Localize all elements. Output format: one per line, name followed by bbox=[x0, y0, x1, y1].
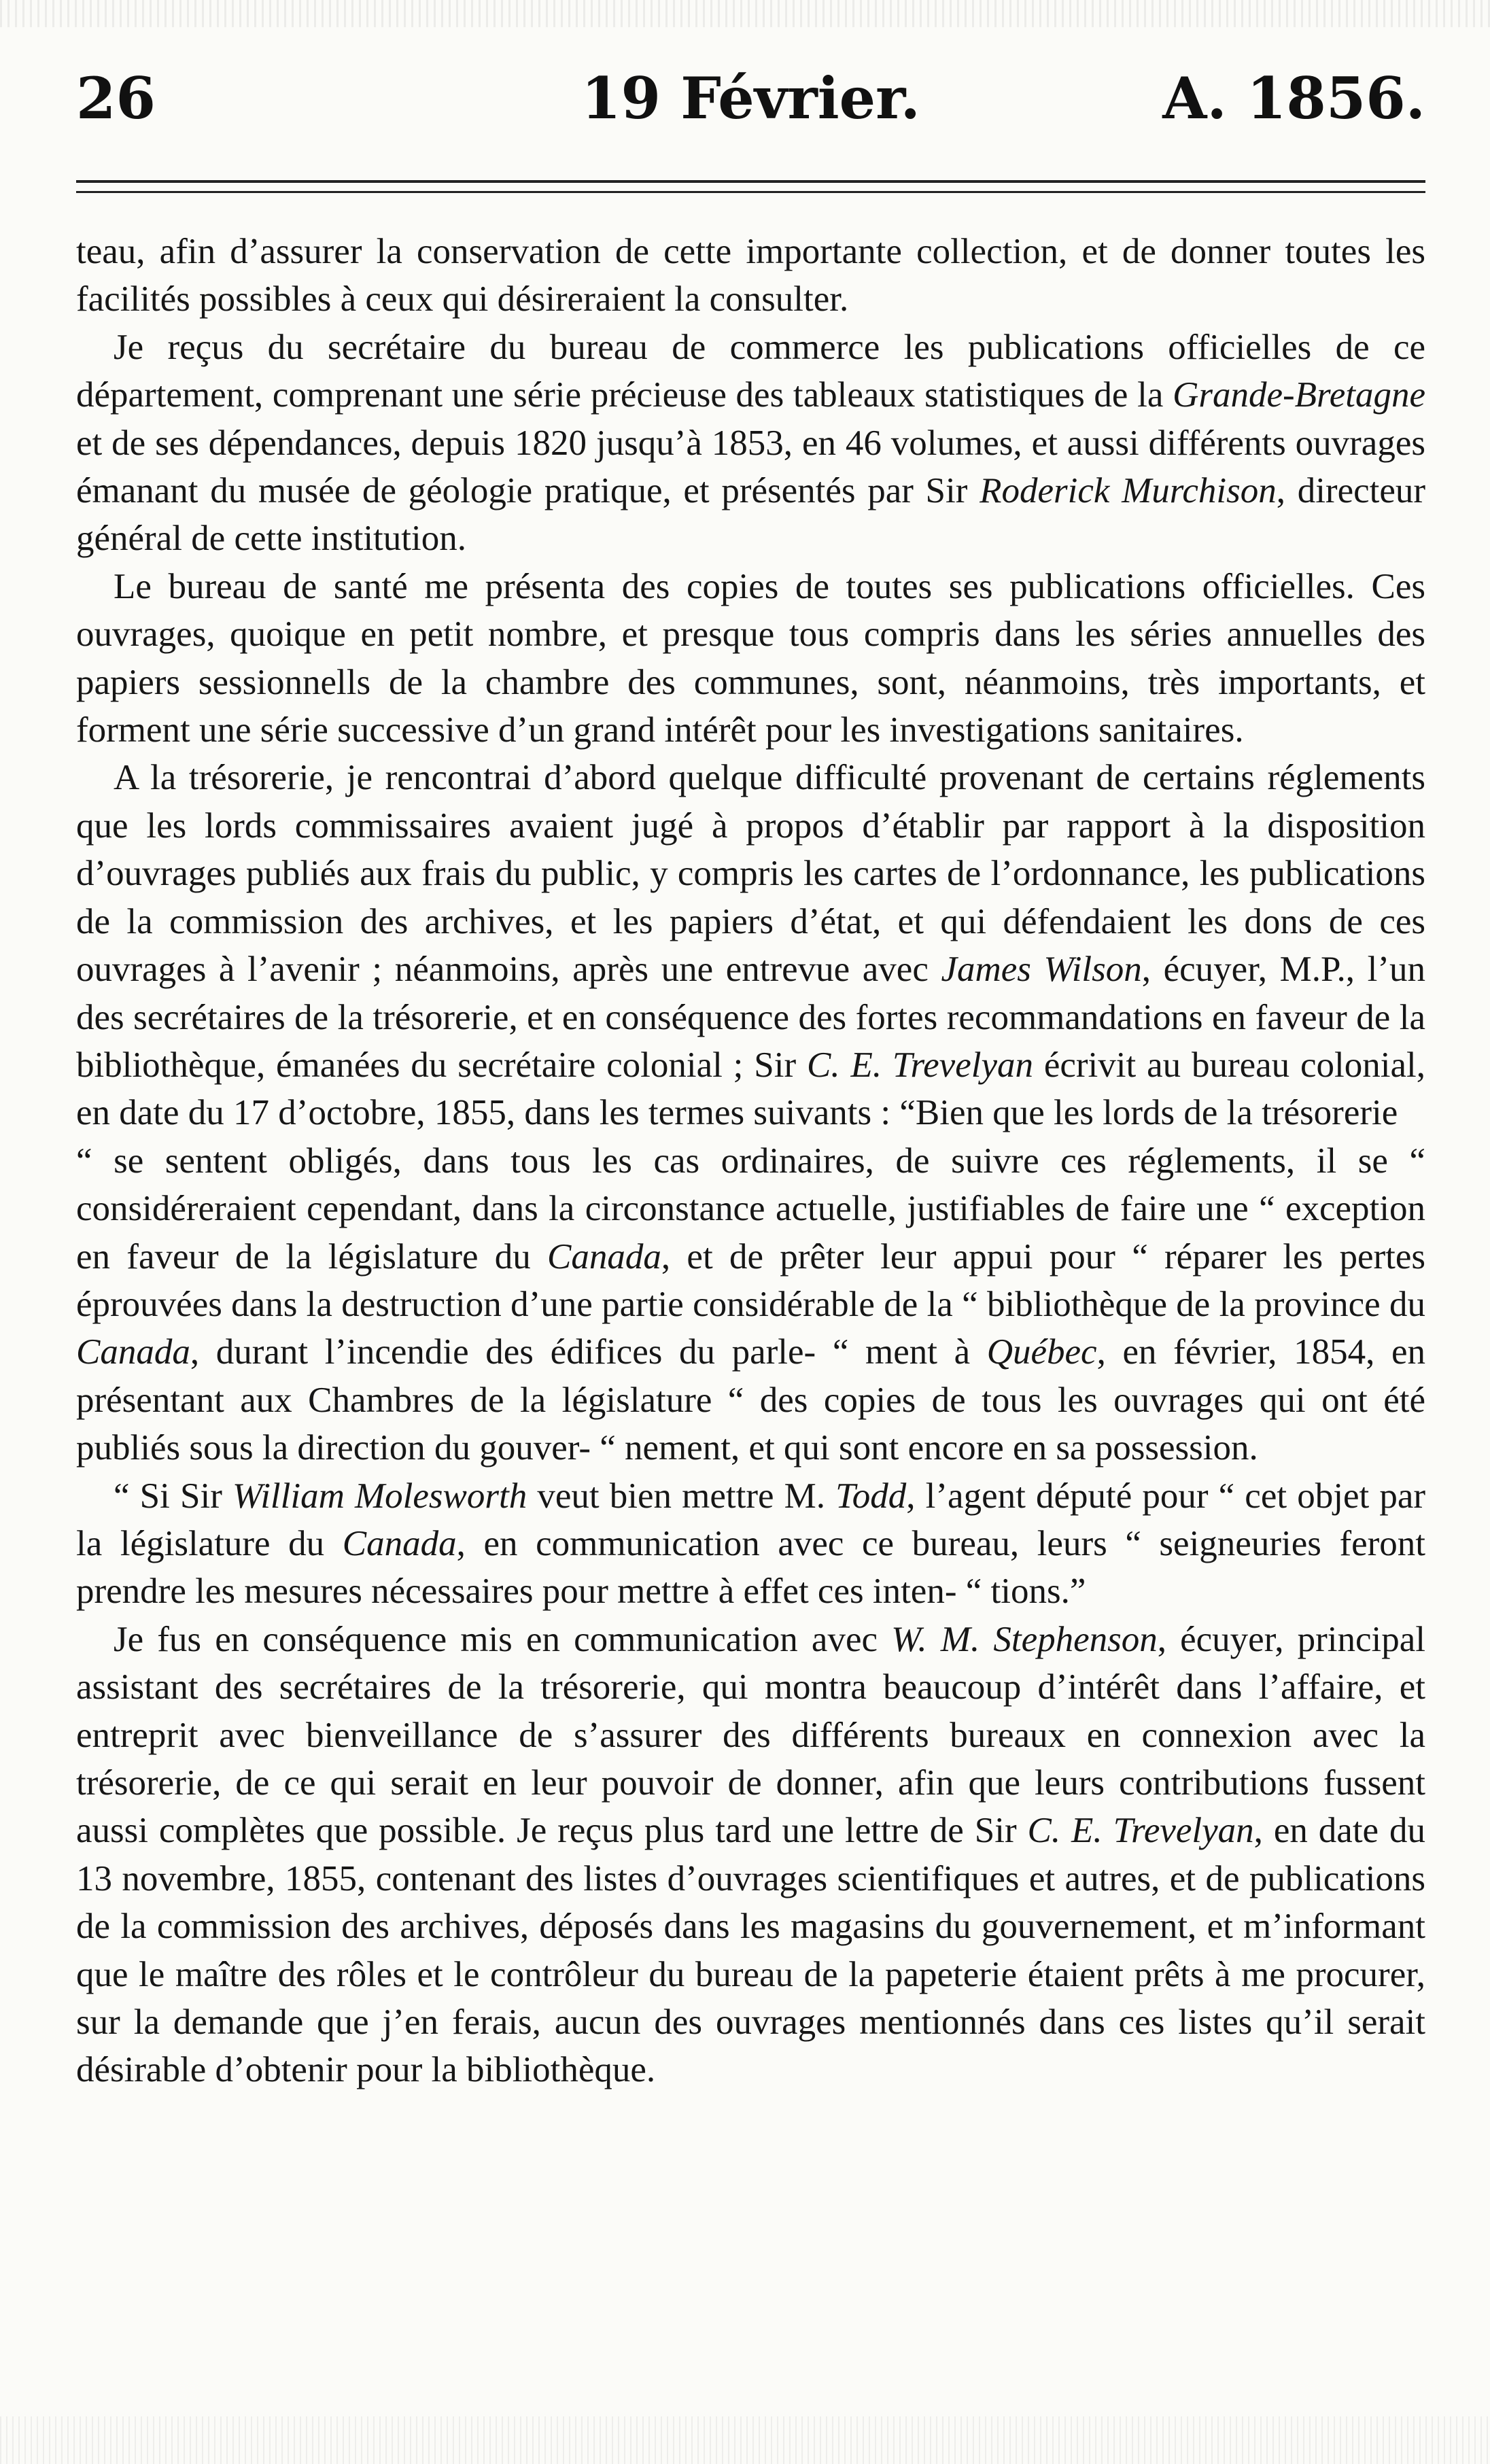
italic-name: Grande-Bretagne bbox=[1173, 375, 1425, 415]
italic-name: Roderick Murchison bbox=[980, 471, 1277, 511]
italic-name: James Wilson bbox=[941, 950, 1142, 990]
header-rule-thin bbox=[76, 191, 1425, 193]
body-text bbox=[76, 228, 1425, 2094]
italic-name: William Molesworth bbox=[232, 1476, 527, 1516]
italic-name: Canada bbox=[76, 1332, 190, 1372]
scan-noise-bottom bbox=[0, 2416, 1490, 2464]
page-number: 26 bbox=[76, 65, 156, 132]
paragraph-treasury: A la trésorerie, je rencontrai d’abord quelque difficulté provenant de certains réglements que les lords commissaires avaient jugé à propos d’établir par rapport à la disposition d’ouvrages publiés aux frais du public, y compris les cartes de l’ordonnance, les publications de la commission des archives, et les papiers d’état, et qui défendaient les dons de ces ouvrages à l’avenir ; néanmoins, après une entrevue avec James Wilson, écuyer, M.P., l’un des secrétaires de la trésorerie, et en conséquence des fortes recommandations en faveur de la bibliothèque, émanées du secrétaire colonial ; Sir C. E. Trevelyan écrivit au bureau colonial, en date du 17 d’octobre, 1855, dans les termes suivants : “Bien que les lords de la trésorerie bbox=[76, 758, 1426, 1133]
italic-name: W. M. Stephenson bbox=[891, 1619, 1158, 1659]
paragraph-board-of-health: Le bureau de santé me présenta des copies de toutes ses publications officielles. Ces ouvrages, quoique en petit nombre, et presque tous compris dans les séries annuelles des papiers sessionnells de la chambre des communes, sont, néanmoins, très importants, et forment une série successive d’un grand intérêt pour les investigations sanitaires. bbox=[76, 566, 1425, 750]
page-header bbox=[76, 65, 1425, 139]
paragraph-continuation: teau, afin d’assurer la conservation de cette importante collection, et de donner toutes les facilités possibles à ceux qui désireraient la consulter. bbox=[76, 232, 1425, 319]
italic-name: Québec bbox=[986, 1332, 1097, 1372]
header-rule-thick bbox=[76, 180, 1425, 183]
scan-noise-top bbox=[0, 0, 1490, 27]
header-year: A. 1856. bbox=[1162, 65, 1425, 132]
paragraph-board-of-trade: Je reçus du secrétaire du bureau de commerce les publications officielles de ce département, comprenant une série précieuse des tableaux statistiques de la Grande-Bretagne et de ses dépendances, depuis 1820 jusqu’à 1853, en 46 volumes, et aussi différents ouvrages émanant du musée de géologie pratique, et présentés par Sir Roderick Murchison, directeur général de cette institution. bbox=[76, 327, 1426, 559]
paragraph-quotation-end: “ Si Sir William Molesworth veut bien mettre M. Todd, l’agent député pour “ cet objet par la législature du Canada, en communication avec ce bureau, leurs “ seigneuries feront prendre les mesures nécessaires pour mettre à effet ces inten- “ tions.” bbox=[76, 1476, 1425, 1612]
paragraph-quotation: “ se sentent obligés, dans tous les cas ordinaires, de suivre ces réglements, il se “ considéreraient cependant, dans la circonstance actuelle, justifiables de faire une “ exception en faveur de la législature du Canada, et de prêter leur appui pour “ réparer les pertes éprouvées dans la destruction d’une partie considérable de la “ bibliothèque de la province du Canada, durant l’incendie des édifices du parle- “ ment à Québec, en février, 1854, en présentant aux Chambres de la législature “ des copies de tous les ouvrages qui ont été publiés sous la direction du gouver- “ nement, et qui sont encore en sa possession. bbox=[76, 1141, 1426, 1468]
italic-name: Canada bbox=[342, 1523, 457, 1563]
italic-name: C. E. Trevelyan bbox=[806, 1045, 1033, 1085]
paragraph-stephenson: Je fus en conséquence mis en communication avec W. M. Stephenson, écuyer, principal assistant des secrétaires de la trésorerie, qui montra beaucoup d’intérêt dans l’affaire, et entreprit avec bienveillance de s’assurer des différents bureaux en connexion avec la trésorerie, de ce qui serait en leur pouvoir de donner, afin que leurs contributions fussent aussi complètes que possible. Je reçus plus tard une lettre de Sir C. E. Trevelyan, en date du 13 novembre, 1855, contenant des listes d’ouvrages scientifiques et autres, et de publications de la commission des archives, déposés dans les magasins du gouvernement, et m’informant que le maître des rôles et le contrôleur du bureau de la papeterie étaient prêts à me procurer, sur la demande que j’en ferais, aucun des ouvrages mentionnés dans ces listes qu’il serait désirable d’obtenir pour la bibliothèque. bbox=[76, 1619, 1425, 2090]
italic-name: Todd bbox=[835, 1476, 907, 1516]
italic-name: Canada bbox=[547, 1236, 661, 1277]
italic-name: C. E. Trevelyan bbox=[1027, 1811, 1254, 1851]
running-title: 19 Février. bbox=[581, 65, 920, 132]
